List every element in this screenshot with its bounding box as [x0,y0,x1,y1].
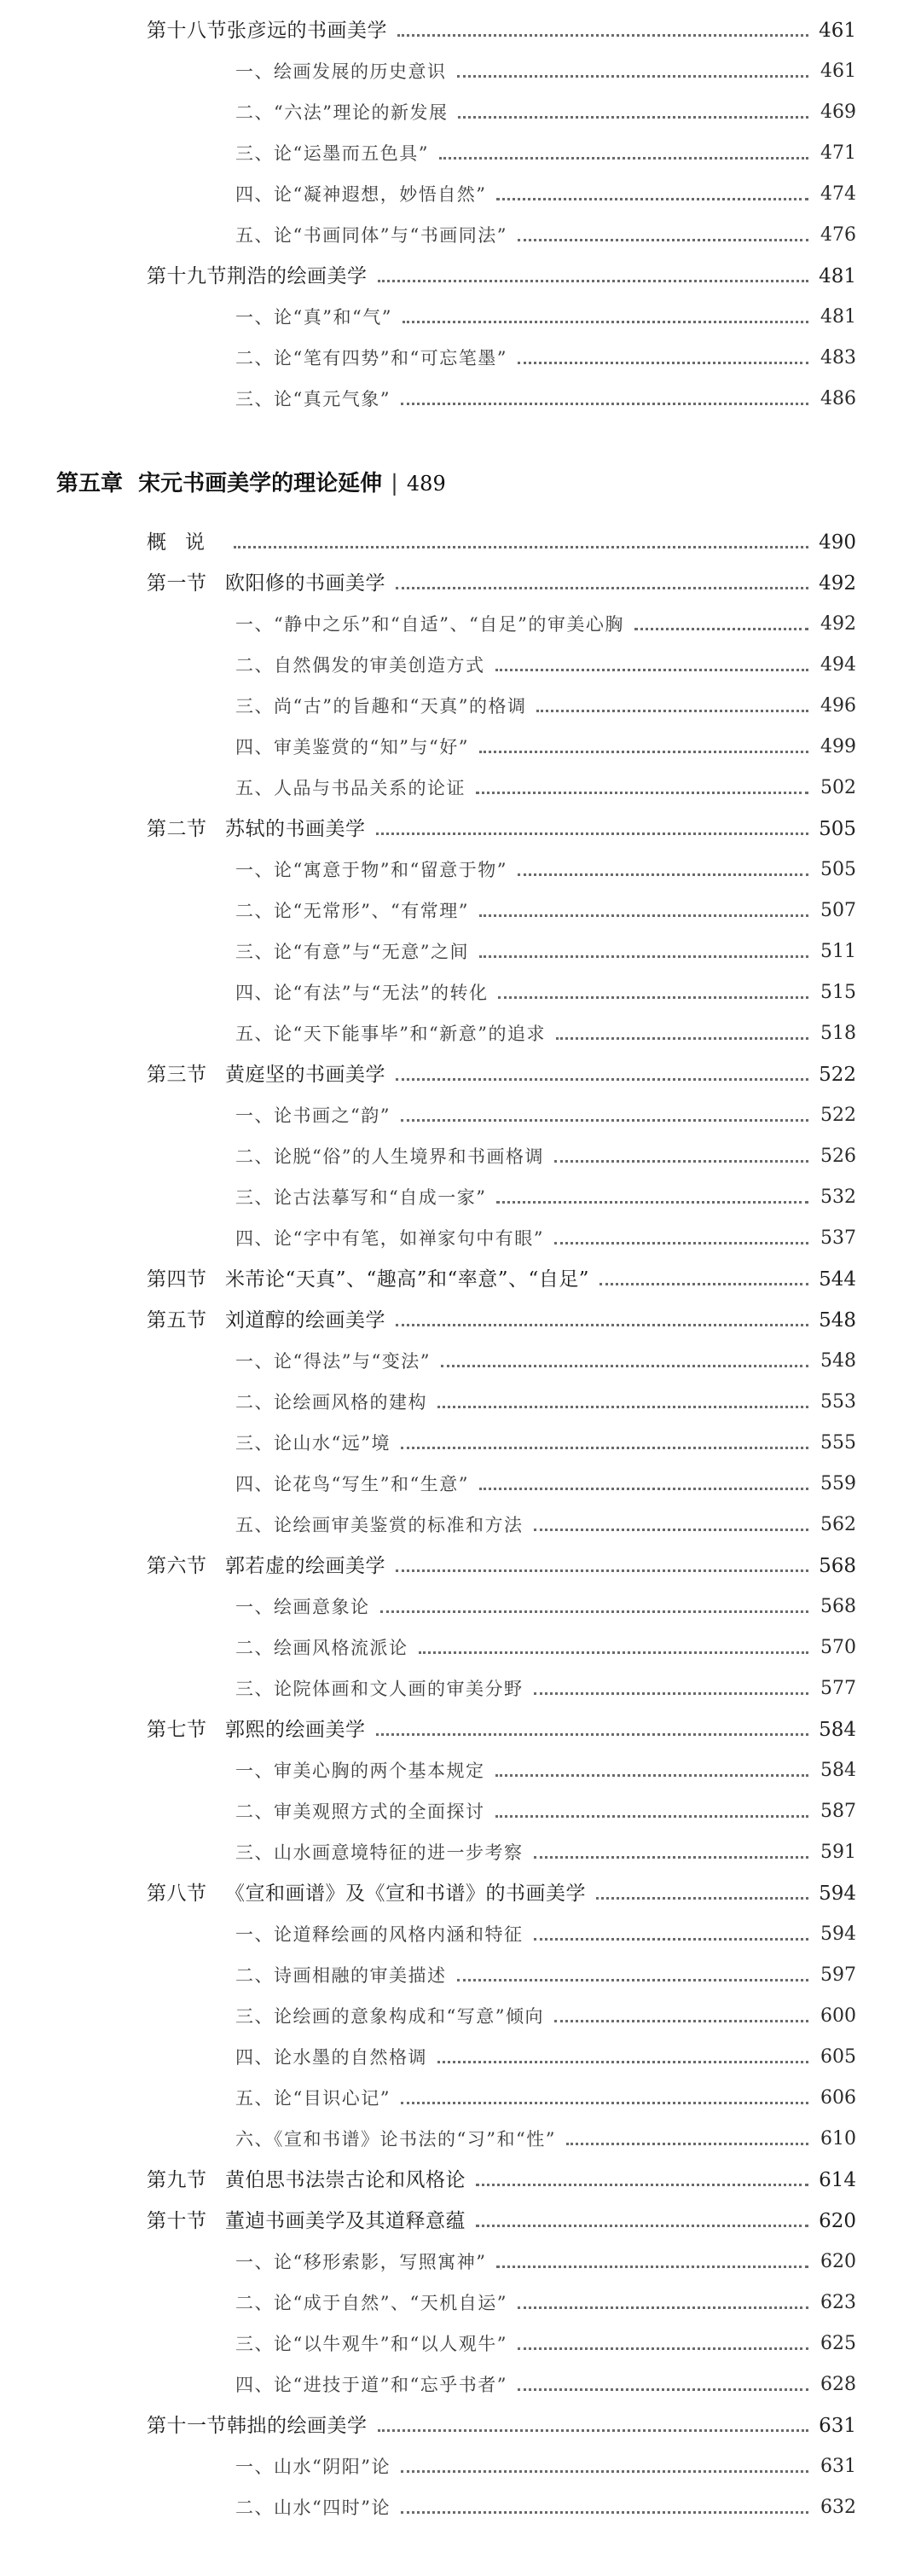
item-label: 一、论“真”和“气” [235,307,392,328]
page-number: 494 [820,654,856,676]
dot-leader [600,1283,808,1285]
dot-leader [401,2511,808,2514]
page-number: 483 [820,347,856,368]
section-label [147,1259,589,1300]
page-number: 631 [820,2456,856,2477]
page-number: 548 [819,1309,856,1332]
toc-section[interactable] [147,1709,856,1750]
dot-leader [495,1815,809,1818]
section-label [147,809,366,850]
dot-leader [401,2102,808,2104]
chapter-separator: | [391,471,398,496]
toc-item[interactable] [235,727,856,768]
toc-section[interactable] [147,1054,856,1095]
dot-leader [518,2306,808,2309]
page-number: 594 [819,1883,856,1905]
section-title: 郭熙的绘画美学 [225,1719,366,1741]
section-title: 董逌书画美学及其道释意蕴 [225,2210,466,2232]
item-label: 五、论绘画审美鉴赏的标准和方法 [235,1515,524,1535]
toc-item[interactable] [235,686,856,727]
page-number: 486 [820,388,856,409]
dot-leader [479,914,808,917]
dot-leader [437,2061,808,2063]
page-number: 632 [820,2497,856,2518]
dot-leader [378,2429,809,2432]
dot-leader [376,833,809,835]
page-number: 511 [820,941,856,962]
item-label: 三、论“真元气象” [235,389,391,409]
section-number: 第三节 [147,1064,207,1086]
dot-leader [534,1692,809,1695]
dot-leader [518,873,808,876]
page-number: 522 [820,1105,856,1126]
page-number: 471 [820,142,856,164]
toc-item[interactable] [235,1668,856,1709]
page-number: 476 [820,224,856,246]
item-label: 一、论书画之“韵” [235,1105,391,1126]
dot-leader [403,321,808,323]
toc-item[interactable] [235,1423,856,1464]
item-label: 三、论“运墨而五色具” [235,143,429,164]
toc-overview[interactable] [147,522,856,563]
page-number: 620 [819,2210,856,2232]
section-number: 第十一节 [147,2415,227,2437]
dot-leader [396,1324,808,1326]
toc-item[interactable] [235,2283,856,2324]
dot-leader [554,2020,808,2022]
toc-item[interactable] [235,2119,856,2160]
item-label: 一、山水“阴阳”论 [235,2457,391,2477]
item-label: 四、论“有法”与“无法”的转化 [235,983,489,1003]
page-number: 610 [820,2128,856,2150]
dot-leader [566,2143,808,2145]
section-label [147,1300,385,1341]
section-title: 苏轼的书画美学 [225,818,366,840]
dot-leader [396,1569,808,1572]
page-number: 584 [820,1760,856,1781]
toc-item[interactable] [235,2364,856,2405]
item-label: 二、“六法”理论的新发展 [235,102,449,123]
item-label: 三、论山水“远”境 [235,1433,391,1453]
item-label: 一、论“移形索影，写照寓神” [235,2252,487,2272]
section-number: 第九节 [147,2169,207,2191]
page-number: 492 [819,572,856,595]
toc-item[interactable] [235,2242,856,2283]
dot-leader [495,1774,809,1777]
dot-leader [536,710,808,712]
toc-item[interactable] [235,604,856,645]
page-number: 568 [820,1596,856,1617]
section-title: 黄伯思书法崇古论和风格论 [225,2169,466,2191]
item-label: 一、论“得法”与“变法” [235,1351,431,1372]
page-number: 597 [820,1964,856,1986]
toc-section[interactable] [147,256,856,297]
page-number: 631 [819,2415,856,2437]
page-number: 496 [820,695,856,717]
section-label [147,563,385,604]
item-label: 一、绘画发展的历史意识 [235,61,447,82]
dot-leader [401,2470,808,2473]
item-label: 一、审美心胸的两个基本规定 [235,1761,485,1781]
item-label: 四、论“进技于道”和“忘乎书者” [235,2375,507,2395]
item-label: 二、论“成于自然”、“天机自运” [235,2293,507,2313]
toc-item[interactable] [235,1587,856,1627]
section-number: 第一节 [147,572,207,595]
toc-item[interactable] [235,1505,856,1546]
toc-section[interactable] [147,809,856,850]
dot-leader [554,1242,808,1244]
dot-leader [556,1037,808,1040]
dot-leader [476,792,808,794]
item-label: 四、论花鸟“写生”和“生意” [235,1474,469,1494]
toc-section[interactable] [147,1300,856,1341]
page-number: 537 [820,1227,856,1249]
toc-item[interactable] [235,338,856,379]
dot-leader [534,1938,809,1941]
section-title: 米芾论“天真”、“趣高”和“率意”、“自足” [225,1268,590,1291]
chapter-title: 宋元书画美学的理论延伸 [138,471,383,496]
dot-leader [518,2388,808,2391]
dot-leader [518,2347,808,2350]
page-number: 568 [819,1555,856,1577]
item-label: 一、“静中之乐”和“自适”、“自足”的审美心胸 [235,614,624,635]
dot-leader [401,1119,808,1122]
dot-leader [479,751,808,753]
page-number: 628 [820,2374,856,2395]
section-title: 郭若虚的绘画美学 [225,1555,385,1577]
dot-leader [476,2225,808,2227]
page-number: 614 [819,2169,856,2191]
page-number: 469 [820,102,856,123]
item-label: 二、山水“四时”论 [235,2498,391,2518]
page-number: 594 [820,1923,856,1945]
toc-item[interactable] [235,1791,856,1832]
dot-leader [234,546,808,548]
toc-item[interactable] [235,850,856,891]
dot-leader [396,1078,808,1081]
chapter-heading[interactable] [56,462,849,505]
page-number: 591 [820,1842,856,1863]
toc-item[interactable] [235,1013,856,1054]
page-number: 620 [820,2251,856,2272]
dot-leader [437,1406,808,1408]
toc-item[interactable] [235,1914,856,1955]
item-label: 一、论“寓意于物”和“留意于物” [235,860,507,880]
section-label [147,1709,366,1750]
section-number: 第二节 [147,818,207,840]
toc-item[interactable] [235,2446,856,2487]
section-number: 第四节 [147,1268,207,1291]
item-label: 二、论绘画风格的建构 [235,1392,427,1413]
toc-item[interactable] [235,1382,856,1423]
item-label: 五、论“天下能事毕”和“新意”的追求 [235,1024,546,1044]
dot-leader [496,2266,808,2268]
section-label [147,1873,586,1914]
dot-leader [397,34,808,37]
toc-item[interactable] [235,1750,856,1791]
dot-leader [495,669,809,671]
section-title: 黄庭坚的书画美学 [225,1064,385,1086]
page-number: 461 [819,20,856,42]
section-label [147,2160,466,2201]
toc-item[interactable] [235,2324,856,2364]
page-number: 490 [819,531,856,554]
page-number: 505 [820,859,856,880]
toc-item[interactable] [235,1627,856,1668]
page-number: 461 [820,61,856,82]
toc-item[interactable] [235,379,856,420]
toc-item[interactable] [235,2037,856,2078]
item-label: 二、审美观照方式的全面探讨 [235,1801,485,1822]
page-number: 623 [820,2292,856,2313]
section-number: 第七节 [147,1719,207,1741]
page-number: 492 [820,613,856,635]
toc-section[interactable] [147,2201,856,2242]
item-label: 三、论“有意”与“无意”之间 [235,942,469,962]
page-number: 526 [820,1146,856,1167]
section-title: 韩拙的绘画美学 [227,2415,368,2437]
dot-leader [457,75,809,78]
toc-item[interactable] [235,1464,856,1505]
toc-item[interactable] [235,931,856,972]
item-label: 三、论院体画和文人画的审美分野 [235,1679,524,1699]
toc-item[interactable] [235,215,856,256]
page-number: 505 [819,818,856,840]
page-number: 548 [820,1350,856,1372]
dot-leader [596,1897,808,1900]
toc-item[interactable] [235,1177,856,1218]
page-number: 518 [820,1023,856,1044]
dot-leader [401,1447,808,1449]
page-number: 553 [820,1391,856,1413]
section-number: 第八节 [147,1883,207,1905]
item-label: 四、论“凝神遐想，妙悟自然” [235,184,487,205]
item-label: 一、论道释绘画的风格内涵和特征 [235,1924,524,1945]
item-label: 二、论“无常形”、“有常理” [235,901,469,921]
page-number: 502 [820,777,856,798]
section-label [147,1546,385,1587]
chapter-number: 第五章 [56,471,124,496]
toc-section[interactable] [147,1546,856,1587]
page-number: 605 [820,2046,856,2068]
page-number: 584 [819,1719,856,1741]
dot-leader [554,1160,808,1163]
page-number: 570 [820,1637,856,1658]
page-number: 600 [820,2005,856,2027]
dot-leader [476,2184,808,2186]
page-number: 474 [820,183,856,205]
page-number: 507 [820,900,856,921]
item-label: 三、论“以牛观牛”和“以人观牛” [235,2334,507,2354]
toc-item[interactable] [235,174,856,215]
item-label: 三、山水画意境特征的进一步考察 [235,1842,524,1863]
page-number: 481 [819,265,856,287]
item-label: 一、绘画意象论 [235,1597,370,1617]
dot-leader [534,1856,809,1859]
dot-leader [518,239,808,241]
section-label [147,256,368,297]
dot-leader [401,403,808,405]
section-number: 第十八节 [147,20,227,42]
dot-leader [380,1610,809,1613]
section-label [147,2405,368,2446]
dot-leader [439,157,808,160]
toc-item[interactable] [235,133,856,174]
toc-item[interactable] [235,1136,856,1177]
page-number: 522 [819,1064,856,1086]
dot-leader [458,116,808,119]
dot-leader [396,587,808,589]
page-number: 515 [820,982,856,1003]
page-number: 577 [820,1678,856,1699]
toc-item[interactable] [235,297,856,338]
toc-item[interactable] [235,2078,856,2119]
toc-section[interactable] [147,1873,856,1914]
item-label: 四、审美鉴赏的“知”与“好” [235,737,469,757]
item-label: 二、自然偶发的审美创造方式 [235,655,485,676]
page-number: 544 [819,1268,856,1291]
dot-leader [479,1488,808,1490]
page-number: 606 [820,2087,856,2109]
toc-item[interactable] [235,768,856,809]
toc-section[interactable] [147,10,856,51]
item-label: 四、论“字中有笔，如禅家句中有眼” [235,1228,544,1249]
section-label [147,1054,385,1095]
section-label [147,2201,466,2242]
section-number: 第十节 [147,2210,207,2232]
page-number: 532 [820,1186,856,1208]
page-number: 587 [820,1801,856,1822]
dot-leader [518,362,808,364]
item-label: 五、人品与书品关系的论证 [235,778,466,798]
item-label: 二、诗画相融的审美描述 [235,1965,447,1986]
dot-leader [457,1979,809,1981]
dot-leader [634,628,808,630]
dot-leader [376,1733,809,1736]
toc-item[interactable] [235,1996,856,2037]
toc-section[interactable] [147,563,856,604]
page-number: 499 [820,736,856,757]
toc-item[interactable] [235,92,856,133]
page-number: 481 [820,306,856,328]
item-label: 二、绘画风格流派论 [235,1638,408,1658]
toc-item[interactable] [235,645,856,686]
item-label: 三、尚“古”的旨趣和“天真”的格调 [235,696,527,717]
toc-item[interactable] [235,1095,856,1136]
item-label: 三、论古法摹写和“自成一家” [235,1187,487,1208]
item-label: 二、论“笔有四势”和“可忘笔墨” [235,348,507,368]
item-label: 四、论水墨的自然格调 [235,2047,427,2068]
section-number: 第十九节 [147,265,227,287]
dot-leader [496,1201,808,1204]
toc-section[interactable] [147,1259,856,1300]
item-label: 五、论“目识心记” [235,2088,391,2109]
page-number: 555 [820,1432,856,1453]
item-label: 五、论“书画同体”与“书画同法” [235,225,507,246]
toc-item[interactable] [235,2487,856,2528]
page-number: 625 [820,2333,856,2354]
dot-leader [419,1651,809,1654]
item-label: 六、《宣和书谱》论书法的“习”和“性” [235,2129,556,2150]
dot-leader [441,1365,808,1367]
toc-item[interactable] [235,891,856,931]
section-title: 荆浩的绘画美学 [227,265,368,287]
chapter-page-number: 489 [406,472,446,496]
section-title: 张彦远的书画美学 [227,20,387,42]
overview-label: 概说 [147,531,223,554]
section-number: 第五节 [147,1309,207,1332]
item-label: 二、论脱“俗”的人生境界和书画格调 [235,1146,544,1167]
toc-item[interactable] [235,1341,856,1382]
toc-item[interactable] [235,1832,856,1873]
item-label: 三、论绘画的意象构成和“写意”倾向 [235,2006,544,2027]
toc-item[interactable] [235,972,856,1013]
page-number: 562 [820,1514,856,1535]
dot-leader [498,996,808,999]
toc-section[interactable] [147,2160,856,2201]
section-title: 《宣和画谱》及《宣和书谱》的书画美学 [225,1883,586,1905]
dot-leader [496,198,808,200]
dot-leader [479,955,808,958]
section-label [147,10,387,51]
dot-leader [534,1529,809,1531]
page-number: 559 [820,1473,856,1494]
toc-section[interactable] [147,2405,856,2446]
toc-item[interactable] [235,1218,856,1259]
section-title: 刘道醇的绘画美学 [225,1309,385,1332]
toc-item[interactable] [235,51,856,92]
toc-item[interactable] [235,1955,856,1996]
dot-leader [378,280,809,282]
section-title: 欧阳修的书画美学 [225,572,385,595]
section-number: 第六节 [147,1555,207,1577]
